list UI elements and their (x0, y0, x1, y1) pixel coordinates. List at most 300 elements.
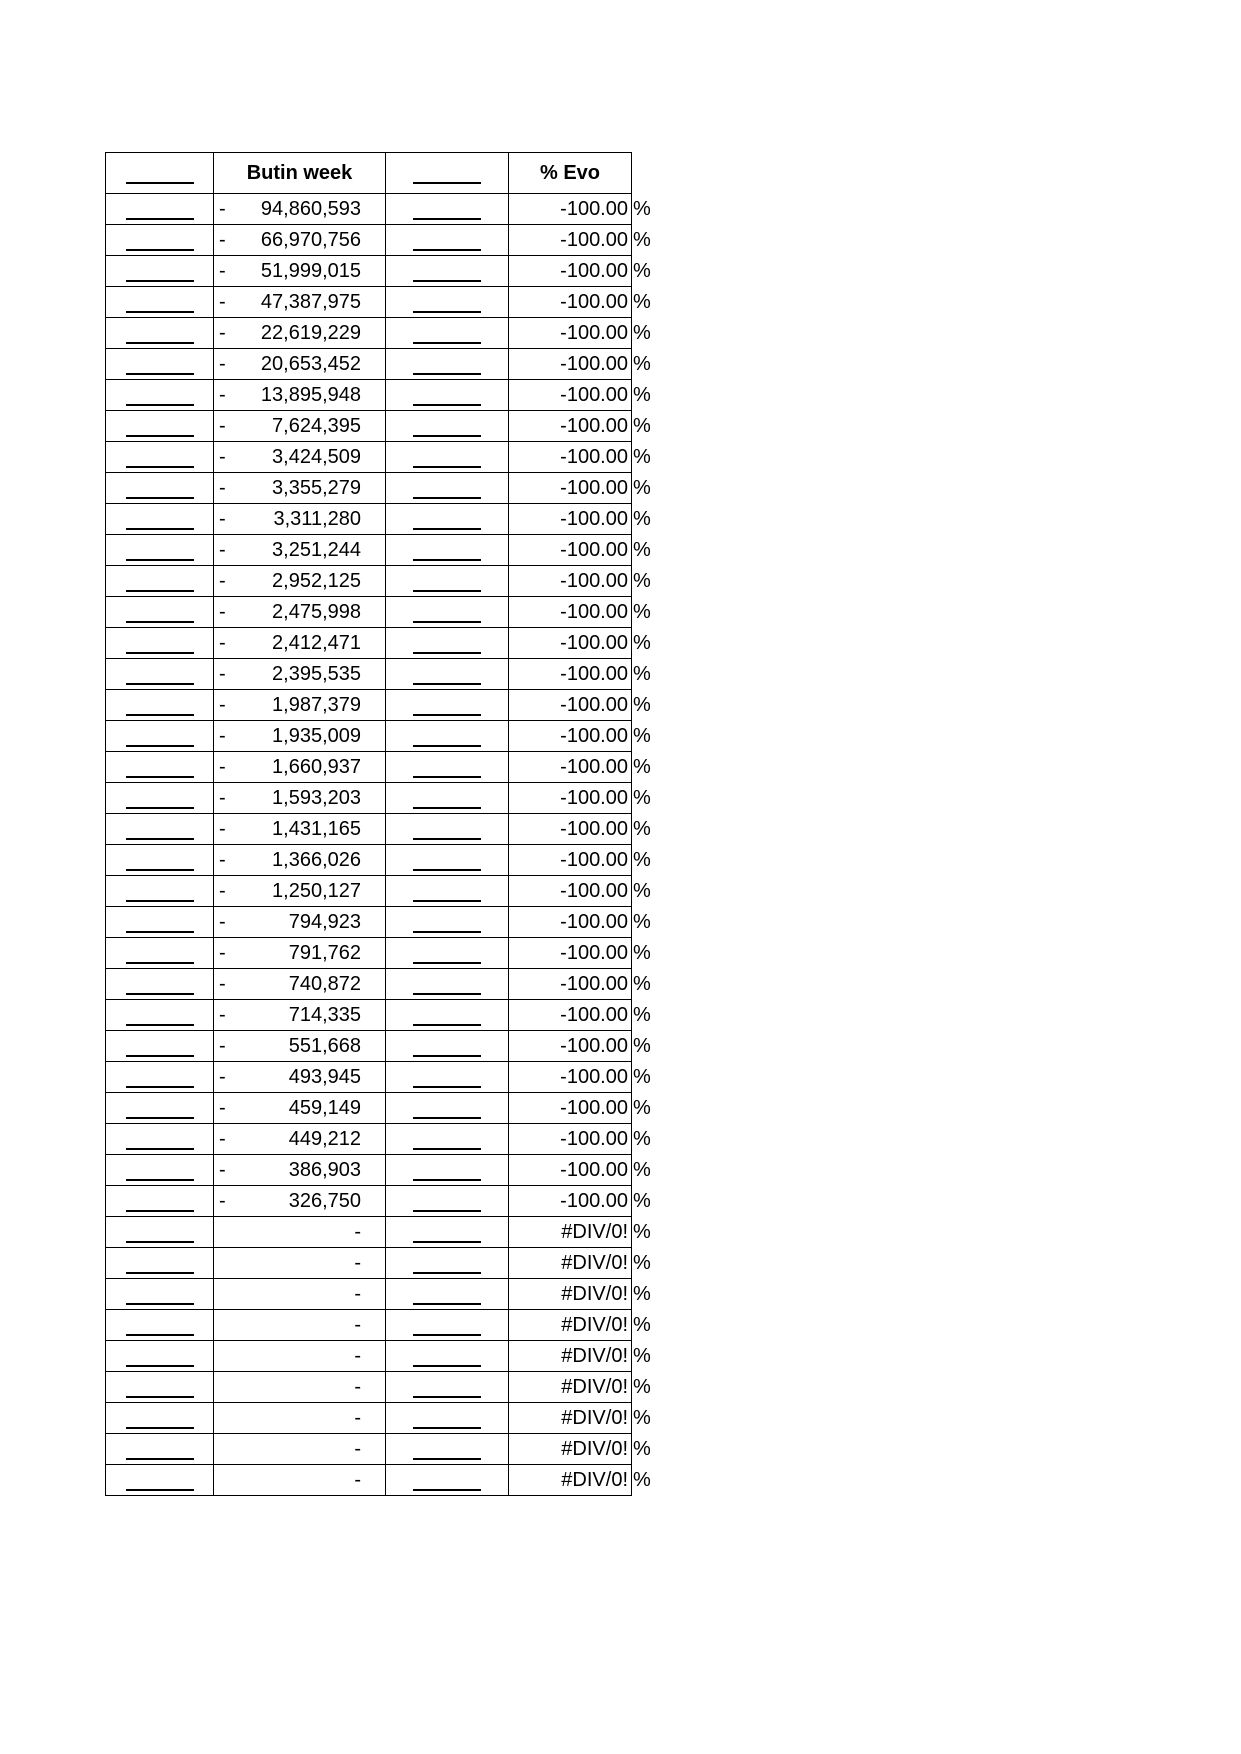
blank-line (413, 851, 481, 871)
cell-col3 (386, 845, 509, 876)
cell-butin-value: 740,872 (288, 973, 361, 995)
cell-col3 (386, 1434, 509, 1465)
cell-evo (509, 1465, 651, 1496)
header-col1-line (126, 164, 194, 184)
cell-butin-value: 493,945 (288, 1066, 361, 1088)
cell-col1 (106, 194, 214, 225)
cell-evo-percent: % (633, 1438, 651, 1460)
cell-evo-percent: % (633, 1159, 651, 1181)
table-row (106, 1186, 632, 1217)
table-row (106, 225, 632, 256)
cell-butin-value: 386,903 (288, 1159, 361, 1181)
table-row (106, 349, 632, 380)
cell-evo (509, 1186, 651, 1217)
cell-evo-percent: % (633, 694, 651, 716)
cell-butin-dash: - (219, 198, 226, 220)
blank-line (126, 386, 194, 406)
cell-col3 (386, 411, 509, 442)
table-row (106, 1124, 632, 1155)
cell-butin (214, 1155, 386, 1186)
cell-evo-value: -100.00 (560, 973, 628, 995)
blank-line (413, 510, 481, 530)
cell-col3 (386, 1465, 509, 1496)
cell-col1 (106, 876, 214, 907)
cell-col3 (386, 1217, 509, 1248)
blank-line (413, 448, 481, 468)
cell-col1 (106, 442, 214, 473)
cell-evo-percent: % (633, 818, 651, 840)
cell-evo-value: -100.00 (560, 291, 628, 313)
cell-col1 (106, 814, 214, 845)
cell-butin-value: - (354, 1469, 361, 1491)
cell-col1 (106, 473, 214, 504)
cell-col1 (106, 659, 214, 690)
cell-butin (214, 814, 386, 845)
cell-evo (509, 1155, 651, 1186)
table-row (106, 938, 632, 969)
cell-butin (214, 969, 386, 1000)
cell-evo-percent: % (633, 787, 651, 809)
blank-line (126, 665, 194, 685)
header-row (106, 153, 632, 194)
cell-butin (214, 597, 386, 628)
cell-butin-dash: - (219, 694, 226, 716)
cell-butin-dash: - (219, 818, 226, 840)
cell-evo (509, 1093, 651, 1124)
cell-col1 (106, 1248, 214, 1279)
cell-butin-value: 551,668 (288, 1035, 361, 1057)
cell-col3 (386, 1248, 509, 1279)
cell-butin (214, 473, 386, 504)
cell-evo (509, 783, 651, 814)
cell-butin (214, 1062, 386, 1093)
blank-line (126, 1378, 194, 1398)
cell-evo-value: -100.00 (560, 818, 628, 840)
cell-evo (509, 721, 651, 752)
blank-line (126, 1130, 194, 1150)
blank-line (126, 1471, 194, 1491)
cell-butin-value: 1,250,127 (272, 880, 361, 902)
cell-col1 (106, 380, 214, 411)
table-row (106, 1403, 632, 1434)
table-row (106, 318, 632, 349)
cell-col3 (386, 1093, 509, 1124)
table-row (106, 442, 632, 473)
cell-col3 (386, 752, 509, 783)
blank-line (413, 324, 481, 344)
cell-evo-percent: % (633, 973, 651, 995)
blank-line (413, 1223, 481, 1243)
cell-evo (509, 938, 651, 969)
cell-butin-value: - (354, 1252, 361, 1274)
cell-butin-value: 326,750 (288, 1190, 361, 1212)
cell-col3 (386, 969, 509, 1000)
cell-evo-percent: % (633, 1097, 651, 1119)
blank-line (413, 479, 481, 499)
table-row (106, 256, 632, 287)
cell-evo (509, 1062, 651, 1093)
cell-evo (509, 814, 651, 845)
cell-evo-value: -100.00 (560, 725, 628, 747)
cell-col1 (106, 1310, 214, 1341)
cell-evo-percent: % (633, 1066, 651, 1088)
cell-evo-percent: % (633, 291, 651, 313)
blank-line (413, 820, 481, 840)
cell-col1 (106, 969, 214, 1000)
cell-col3 (386, 349, 509, 380)
cell-butin-value: 2,412,471 (272, 632, 361, 654)
cell-butin (214, 1372, 386, 1403)
cell-butin-value: 714,335 (288, 1004, 361, 1026)
cell-butin (214, 628, 386, 659)
cell-evo (509, 1248, 651, 1279)
table-row (106, 690, 632, 721)
cell-evo-percent: % (633, 663, 651, 685)
blank-line (126, 293, 194, 313)
cell-butin-dash: - (219, 880, 226, 902)
cell-butin-dash: - (219, 942, 226, 964)
cell-col1 (106, 318, 214, 349)
cell-butin-dash: - (219, 632, 226, 654)
cell-butin-value: 47,387,975 (260, 291, 361, 313)
blank-line (413, 789, 481, 809)
table-row (106, 1155, 632, 1186)
cell-evo (509, 442, 651, 473)
cell-evo-value: -100.00 (560, 384, 628, 406)
cell-butin-value: - (354, 1407, 361, 1429)
table-row (106, 721, 632, 752)
blank-line (126, 1409, 194, 1429)
cell-butin-value: 1,935,009 (272, 725, 361, 747)
table-row (106, 566, 632, 597)
blank-line (126, 634, 194, 654)
cell-butin-value: 2,395,535 (272, 663, 361, 685)
cell-evo-value: #DIV/0! (561, 1252, 628, 1274)
blank-line (126, 944, 194, 964)
cell-evo-value: -100.00 (560, 694, 628, 716)
cell-col3 (386, 628, 509, 659)
blank-line (413, 1254, 481, 1274)
cell-evo-percent: % (633, 1252, 651, 1274)
blank-line (126, 541, 194, 561)
cell-butin (214, 1124, 386, 1155)
blank-line (413, 1471, 481, 1491)
cell-butin (214, 752, 386, 783)
cell-col1 (106, 1155, 214, 1186)
blank-line (413, 975, 481, 995)
table-row (106, 628, 632, 659)
cell-evo-value: -100.00 (560, 322, 628, 344)
cell-evo (509, 194, 651, 225)
blank-line (413, 200, 481, 220)
blank-line (126, 1192, 194, 1212)
table-row (106, 1062, 632, 1093)
blank-line (413, 1409, 481, 1429)
cell-butin-value: 1,593,203 (272, 787, 361, 809)
cell-col1 (106, 225, 214, 256)
cell-col1 (106, 1465, 214, 1496)
cell-evo-percent: % (633, 539, 651, 561)
blank-line (413, 944, 481, 964)
table-row (106, 907, 632, 938)
cell-evo (509, 1124, 651, 1155)
cell-evo (509, 318, 651, 349)
cell-evo-value: -100.00 (560, 756, 628, 778)
cell-col1 (106, 1000, 214, 1031)
cell-col1 (106, 1434, 214, 1465)
cell-evo (509, 1341, 651, 1372)
blank-line (413, 603, 481, 623)
cell-col3 (386, 721, 509, 752)
cell-evo (509, 907, 651, 938)
cell-butin-value: - (354, 1314, 361, 1336)
cell-col1 (106, 690, 214, 721)
table-row (106, 1434, 632, 1465)
cell-butin-dash: - (219, 384, 226, 406)
blank-line (413, 262, 481, 282)
cell-evo-percent: % (633, 849, 651, 871)
cell-evo-percent: % (633, 632, 651, 654)
cell-evo-value: -100.00 (560, 229, 628, 251)
cell-evo-percent: % (633, 260, 651, 282)
blank-line (413, 1068, 481, 1088)
cell-evo (509, 1217, 651, 1248)
blank-line (413, 386, 481, 406)
cell-evo-value: -100.00 (560, 942, 628, 964)
cell-evo (509, 411, 651, 442)
blank-line (126, 1006, 194, 1026)
header-col1 (106, 153, 214, 194)
cell-butin-dash: - (219, 911, 226, 933)
cell-butin-dash: - (219, 291, 226, 313)
cell-butin-dash: - (219, 725, 226, 747)
cell-butin-dash: - (219, 973, 226, 995)
blank-line (413, 1378, 481, 1398)
cell-butin (214, 411, 386, 442)
blank-line (126, 1254, 194, 1274)
cell-evo-value: -100.00 (560, 1159, 628, 1181)
cell-butin-dash: - (219, 477, 226, 499)
cell-evo (509, 225, 651, 256)
blank-line (413, 417, 481, 437)
cell-evo-percent: % (633, 1376, 651, 1398)
header-col3-line (413, 164, 481, 184)
cell-butin-dash: - (219, 663, 226, 685)
cell-col3 (386, 597, 509, 628)
cell-butin-dash: - (219, 322, 226, 344)
cell-evo-percent: % (633, 229, 651, 251)
cell-col3 (386, 256, 509, 287)
blank-line (126, 262, 194, 282)
cell-butin (214, 1341, 386, 1372)
blank-line (126, 1161, 194, 1181)
cell-col1 (106, 411, 214, 442)
cell-butin-value: 2,475,998 (272, 601, 361, 623)
cell-butin-value: - (354, 1345, 361, 1367)
cell-evo-value: -100.00 (560, 570, 628, 592)
cell-col1 (106, 783, 214, 814)
cell-col1 (106, 535, 214, 566)
table-row (106, 845, 632, 876)
cell-col3 (386, 287, 509, 318)
cell-evo (509, 690, 651, 721)
cell-evo-percent: % (633, 725, 651, 747)
cell-evo-percent: % (633, 322, 651, 344)
cell-evo-value: -100.00 (560, 198, 628, 220)
cell-col3 (386, 1155, 509, 1186)
cell-col3 (386, 1310, 509, 1341)
cell-butin-value: 794,923 (288, 911, 361, 933)
cell-evo-percent: % (633, 756, 651, 778)
blank-line (413, 572, 481, 592)
cell-col3 (386, 566, 509, 597)
cell-butin-dash: - (219, 601, 226, 623)
blank-line (413, 696, 481, 716)
cell-evo (509, 969, 651, 1000)
cell-butin-dash: - (219, 446, 226, 468)
blank-line (413, 1130, 481, 1150)
cell-butin-value: 1,431,165 (272, 818, 361, 840)
table-row (106, 1279, 632, 1310)
blank-line (413, 1347, 481, 1367)
cell-butin-dash: - (219, 1066, 226, 1088)
cell-col3 (386, 1403, 509, 1434)
cell-butin (214, 287, 386, 318)
cell-evo (509, 566, 651, 597)
blank-line (126, 758, 194, 778)
cell-butin-value: 3,355,279 (272, 477, 361, 499)
blank-line (413, 1099, 481, 1119)
cell-col3 (386, 380, 509, 411)
cell-butin (214, 225, 386, 256)
blank-line (126, 1223, 194, 1243)
cell-butin (214, 318, 386, 349)
cell-evo (509, 504, 651, 535)
cell-col1 (106, 1186, 214, 1217)
blank-line (126, 448, 194, 468)
cell-butin-dash: - (219, 1190, 226, 1212)
cell-butin (214, 380, 386, 411)
cell-butin (214, 721, 386, 752)
table-row (106, 876, 632, 907)
spreadsheet (105, 152, 651, 1496)
blank-line (126, 789, 194, 809)
cell-evo-value: #DIV/0! (561, 1469, 628, 1491)
cell-col1 (106, 845, 214, 876)
cell-butin-value: 13,895,948 (260, 384, 361, 406)
blank-line (126, 975, 194, 995)
cell-butin-dash: - (219, 353, 226, 375)
blank-line (413, 541, 481, 561)
cell-evo (509, 473, 651, 504)
cell-col1 (106, 566, 214, 597)
cell-butin (214, 876, 386, 907)
cell-evo-percent: % (633, 1221, 651, 1243)
table-row (106, 287, 632, 318)
cell-butin-value: 66,970,756 (260, 229, 361, 251)
blank-line (126, 1037, 194, 1057)
blank-line (126, 882, 194, 902)
cell-evo-percent: % (633, 570, 651, 592)
cell-butin-value: 1,660,937 (272, 756, 361, 778)
cell-col1 (106, 1124, 214, 1155)
cell-evo (509, 380, 651, 411)
cell-evo-percent: % (633, 1128, 651, 1150)
cell-evo-value: -100.00 (560, 260, 628, 282)
cell-evo-value: -100.00 (560, 632, 628, 654)
blank-line (126, 479, 194, 499)
cell-col3 (386, 318, 509, 349)
cell-butin (214, 907, 386, 938)
blank-line (126, 820, 194, 840)
cell-evo-value: -100.00 (560, 508, 628, 530)
table-row (106, 1465, 632, 1496)
cell-butin-value: 449,212 (288, 1128, 361, 1150)
cell-col1 (106, 752, 214, 783)
cell-evo-value: -100.00 (560, 1035, 628, 1057)
cell-evo-percent: % (633, 1345, 651, 1367)
cell-evo (509, 1031, 651, 1062)
cell-butin (214, 938, 386, 969)
cell-butin-value: 7,624,395 (272, 415, 361, 437)
cell-evo-value: -100.00 (560, 1004, 628, 1026)
blank-line (126, 200, 194, 220)
cell-butin-value: 459,149 (288, 1097, 361, 1119)
cell-butin-value: - (354, 1283, 361, 1305)
cell-butin-dash: - (219, 1097, 226, 1119)
cell-butin (214, 1279, 386, 1310)
cell-col3 (386, 1279, 509, 1310)
cell-evo-value: -100.00 (560, 415, 628, 437)
cell-butin-value: 3,424,509 (272, 446, 361, 468)
cell-evo (509, 349, 651, 380)
table-row (106, 659, 632, 690)
blank-line (126, 324, 194, 344)
cell-evo-value: #DIV/0! (561, 1438, 628, 1460)
cell-butin-value: 791,762 (288, 942, 361, 964)
cell-evo (509, 1000, 651, 1031)
cell-butin-value: 1,987,379 (272, 694, 361, 716)
header-col4: % Evo (509, 153, 632, 194)
cell-butin-dash: - (219, 849, 226, 871)
blank-line (413, 1316, 481, 1336)
table-row (106, 194, 632, 225)
cell-butin (214, 535, 386, 566)
cell-col3 (386, 938, 509, 969)
cell-col1 (106, 287, 214, 318)
blank-line (413, 1006, 481, 1026)
cell-col3 (386, 442, 509, 473)
cell-butin-dash: - (219, 508, 226, 530)
cell-evo-percent: % (633, 477, 651, 499)
blank-line (126, 851, 194, 871)
cell-butin-dash: - (219, 787, 226, 809)
table-row (106, 504, 632, 535)
cell-butin-value: - (354, 1438, 361, 1460)
cell-col1 (106, 1031, 214, 1062)
blank-line (413, 1037, 481, 1057)
cell-butin (214, 504, 386, 535)
cell-col1 (106, 1279, 214, 1310)
cell-butin (214, 783, 386, 814)
cell-evo-value: -100.00 (560, 353, 628, 375)
cell-butin-dash: - (219, 415, 226, 437)
cell-col3 (386, 225, 509, 256)
cell-butin (214, 1403, 386, 1434)
cell-col3 (386, 1124, 509, 1155)
cell-evo (509, 1434, 651, 1465)
cell-butin-value: 20,653,452 (260, 353, 361, 375)
